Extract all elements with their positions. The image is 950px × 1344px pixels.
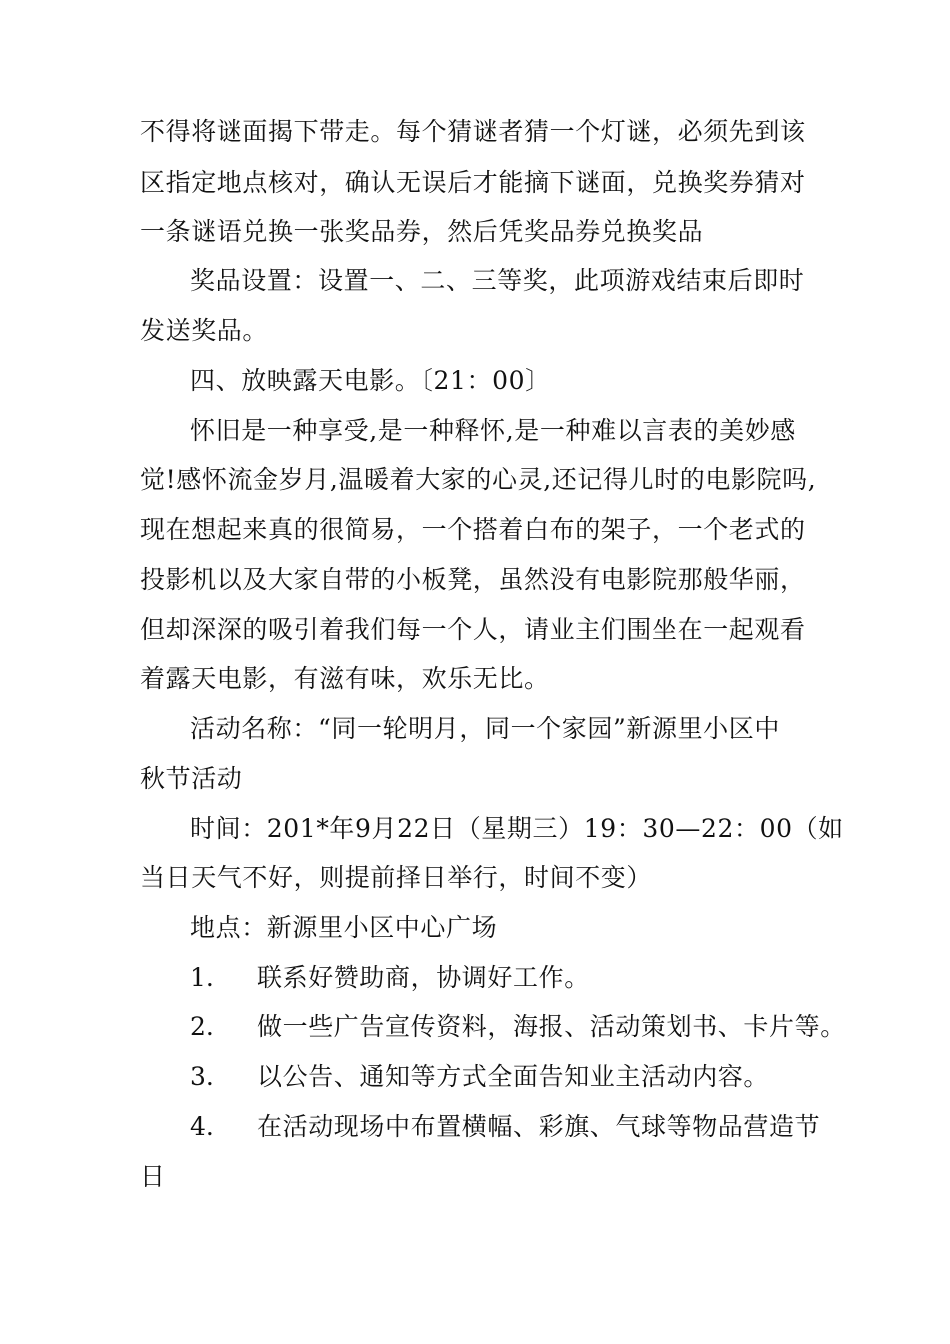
list-item-4-text: 在活动现场中布置横幅、彩旗、气球等物品营造节: [257, 1112, 821, 1141]
paragraph-7-line-1: 地点：新源里小区中心广场: [190, 913, 498, 942]
list-item-4-number: 4.: [190, 1112, 214, 1141]
list-item-2-text: 做一些广告宣传资料，海报、活动策划书、卡片等。: [257, 1012, 846, 1041]
list-item-4-continuation: 日: [140, 1162, 166, 1191]
list-item-2-number: 2.: [190, 1012, 214, 1041]
list-item-3-number: 3.: [190, 1062, 214, 1091]
paragraph-2-line-2: 发送奖品。: [140, 316, 269, 345]
paragraph-5-line-1: 活动名称：“同一轮明月，同一个家园”新源里小区中: [190, 714, 780, 743]
paragraph-4-line-4: 投影机以及大家自带的小板凳，虽然没有电影院那般华丽，: [140, 565, 806, 594]
paragraph-4-line-3: 现在想起来真的很简易，一个搭着白布的架子，一个老式的: [140, 515, 806, 544]
paragraph-1-line-2: 区指定地点核对，确认无误后才能摘下谜面，兑换奖券猜对: [140, 168, 806, 197]
paragraph-4-line-5: 但却深深的吸引着我们每一个人，请业主们围坐在一起观看: [140, 615, 806, 644]
paragraph-6-line-2: 当日天气不好，则提前择日举行，时间不变）: [140, 863, 653, 892]
paragraph-5-line-2: 秋节活动: [140, 764, 243, 793]
list-item-1-number: 1.: [190, 963, 214, 992]
section-heading-movie: 四、放映露天电影。〔21：00〕: [190, 366, 551, 395]
paragraph-6-line-1: 时间：201*年9月22日（星期三）19：30—22：00（如: [190, 814, 844, 843]
paragraph-4-line-6: 着露天电影，有滋有味，欢乐无比。: [140, 664, 550, 693]
list-item-3-text: 以公告、通知等方式全面告知业主活动内容。: [257, 1062, 770, 1091]
paragraph-2-line-1: 奖品设置：设置一、二、三等奖，此项游戏结束后即时: [190, 266, 805, 295]
list-item-1-text: 联系好赞助商，协调好工作。: [257, 963, 590, 992]
paragraph-1-line-1: 不得将谜面揭下带走。每个猜谜者猜一个灯谜，必须先到该: [140, 117, 806, 146]
paragraph-1-line-3: 一条谜语兑换一张奖品券，然后凭奖品券兑换奖品: [140, 217, 704, 246]
paragraph-4-line-2: 觉!感怀流金岁月,温暖着大家的心灵,还记得儿时的电影院吗,: [140, 465, 817, 494]
paragraph-4-line-1: 怀旧是一种享受,是一种释怀,是一种难以言表的美妙感: [190, 416, 796, 445]
